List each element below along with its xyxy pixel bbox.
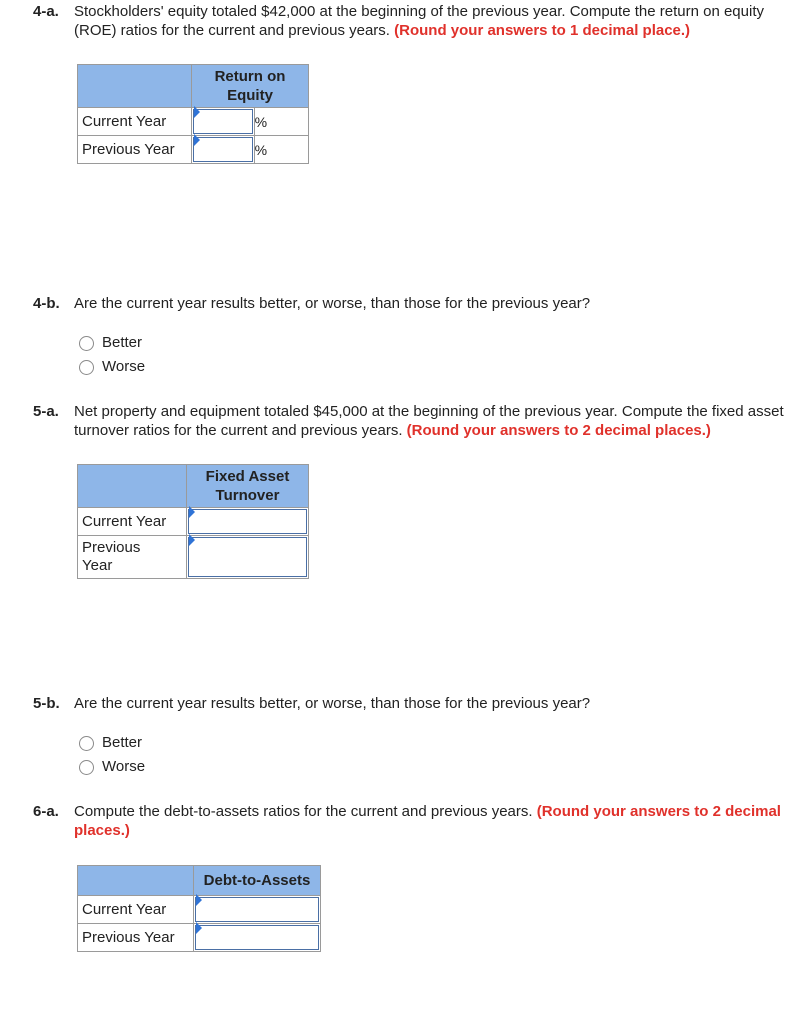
question-text: Are the current year results better, or worse, than those for the previous year? — [74, 295, 591, 312]
column-header: Return on Equity — [192, 65, 309, 108]
question-number: 5-b. — [33, 695, 60, 712]
table-row — [78, 108, 309, 136]
table-corner — [78, 866, 194, 896]
radio-label: Worse — [102, 358, 146, 375]
radio-group-4b — [79, 331, 145, 379]
column-header: Fixed Asset Turnover — [187, 465, 309, 508]
unit-label: % — [254, 136, 308, 164]
question-4a — [33, 2, 805, 40]
radio-button[interactable] — [79, 336, 94, 351]
debt-to-assets-previous-input[interactable] — [194, 924, 321, 952]
question-number: 4-a. — [33, 3, 59, 20]
table-corner — [78, 465, 187, 508]
table-row — [78, 536, 309, 579]
column-header: Debt-to-Assets — [194, 866, 321, 896]
row-label: Current Year — [78, 108, 192, 136]
input-marker-icon — [189, 534, 195, 546]
fixed-asset-table — [77, 464, 309, 579]
radio-label: Worse — [102, 758, 146, 775]
question-5b — [33, 694, 805, 713]
question-text: Stockholders' equity totaled $42,000 at the beginning of the previous year. Compute the return on equity (ROE) ratios for the current and previous years. — [74, 3, 764, 39]
table-row — [78, 136, 309, 164]
row-label: Previous Year — [78, 924, 194, 952]
question-6a — [33, 802, 805, 840]
radio-label: Better — [102, 734, 143, 751]
input-marker-icon — [196, 922, 202, 934]
table-row — [78, 924, 321, 952]
rounding-hint: (Round your answers to 2 decimal places.) — [74, 803, 781, 839]
roe-current-input[interactable] — [192, 108, 255, 136]
radio-option[interactable] — [79, 731, 145, 755]
debt-to-assets-current-input[interactable] — [194, 896, 321, 924]
radio-button[interactable] — [79, 760, 94, 775]
table-corner — [78, 65, 192, 108]
roe-previous-input[interactable] — [192, 136, 255, 164]
input-marker-icon — [189, 506, 195, 518]
input-marker-icon — [194, 134, 200, 146]
unit-label: % — [254, 108, 308, 136]
radio-option[interactable] — [79, 355, 145, 379]
radio-group-5b — [79, 731, 145, 779]
question-text: Compute the debt-to-assets ratios for the current and previous years. — [74, 803, 533, 820]
input-marker-icon — [194, 106, 200, 118]
question-number: 4-b. — [33, 295, 60, 312]
fixed-asset-current-input[interactable] — [187, 508, 309, 536]
fixed-asset-previous-input[interactable] — [187, 536, 309, 579]
question-5a — [33, 402, 805, 440]
table-row — [78, 508, 309, 536]
radio-label: Better — [102, 334, 143, 351]
radio-option[interactable] — [79, 331, 145, 355]
roe-table — [77, 64, 309, 164]
row-label: Previous Year — [78, 136, 192, 164]
input-marker-icon — [196, 894, 202, 906]
rounding-hint: (Round your answers to 2 decimal places.) — [406, 422, 711, 439]
radio-button[interactable] — [79, 736, 94, 751]
row-label: Current Year — [78, 508, 187, 536]
row-label: Current Year — [78, 896, 194, 924]
question-text: Net property and equipment totaled $45,000 at the beginning of the previous year. Compute the fixed asset turnover ratios for the current and previous years. — [74, 403, 784, 439]
question-number: 5-a. — [33, 403, 59, 420]
question-4b — [33, 294, 805, 313]
rounding-hint: (Round your answers to 1 decimal place.) — [394, 22, 691, 39]
radio-option[interactable] — [79, 755, 145, 779]
row-label: Previous Year — [78, 536, 187, 579]
table-row — [78, 896, 321, 924]
question-text: Are the current year results better, or worse, than those for the previous year? — [74, 695, 591, 712]
debt-to-assets-table — [77, 865, 321, 952]
question-number: 6-a. — [33, 803, 59, 820]
radio-button[interactable] — [79, 360, 94, 375]
